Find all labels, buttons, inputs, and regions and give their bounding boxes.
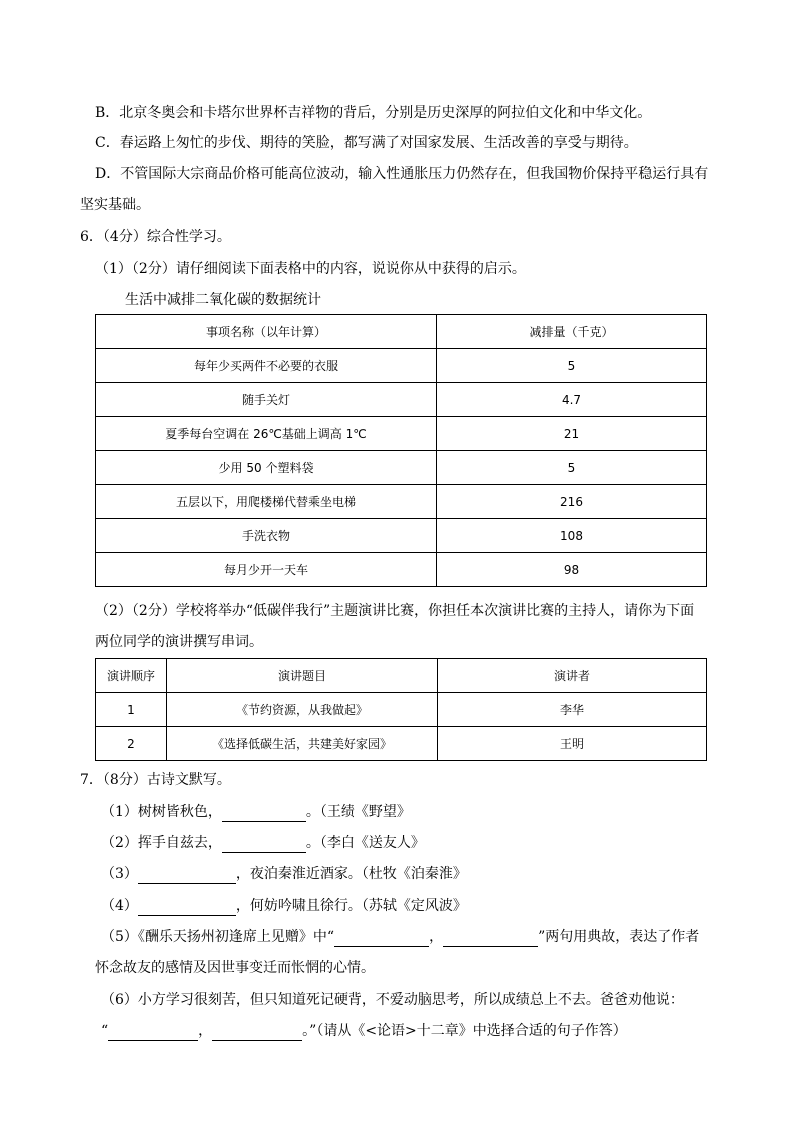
q7-item-1-pre: （1）树树皆秋色， xyxy=(101,804,222,820)
table-header-cell: 事项名称（以年计算） xyxy=(96,315,437,349)
table-cell: 五层以下，用爬楼梯代替乘坐电梯 xyxy=(96,485,437,519)
table-header-cell: 演讲顺序 xyxy=(96,659,167,693)
answer-blank[interactable] xyxy=(212,1026,302,1041)
table-cell: 每年少买两件不必要的衣服 xyxy=(96,349,437,383)
q7-item-5-mid: ， xyxy=(429,929,444,945)
table-cell: 98 xyxy=(437,553,707,587)
q6-sub2-line2: 两位同学的演讲撰写串词。 xyxy=(95,634,263,650)
table-header-cell: 减排量（千克） xyxy=(437,315,707,349)
answer-blank[interactable] xyxy=(108,1026,198,1041)
q7-item-3-post: ，夜泊秦淮近酒家。（杜牧《泊秦淮》 xyxy=(235,866,467,882)
q6-sub2-line1: （2）（2分）学校将举办“低碳伴我行”主题演讲比赛，你担任本次演讲比赛的主持人，请你为下面 xyxy=(95,603,695,619)
table-row xyxy=(96,519,707,553)
answer-blank[interactable] xyxy=(222,838,306,853)
answer-blank[interactable] xyxy=(443,932,538,947)
q7-item-4 xyxy=(101,896,467,916)
q7-item-6-post: 。”（请从《<论语>十二章》中选择合适的句子作答） xyxy=(302,1023,627,1039)
option-d-line1: D．不管国际大宗商品价格可能高位波动，输入性通胀压力仍然存在，但我国物价保持平稳运行具有 xyxy=(95,166,709,182)
q7-item-2-pre: （2）挥手自兹去， xyxy=(101,835,222,851)
table-cell: 王明 xyxy=(438,727,707,761)
table-row xyxy=(96,417,707,451)
q7-item-2 xyxy=(101,833,425,853)
q7-item-6-pre: “ xyxy=(101,1023,109,1039)
table-cell: 1 xyxy=(96,693,167,727)
q6-title: 6．（4分）综合性学习。 xyxy=(80,229,231,245)
table-row xyxy=(96,383,707,417)
table-row xyxy=(96,349,707,383)
answer-blank[interactable] xyxy=(334,932,429,947)
q7-item-5-pre: （5）《酬乐天扬州初逢席上见赠》中“ xyxy=(101,929,335,945)
table-cell: 216 xyxy=(437,485,707,519)
table-cell: 5 xyxy=(437,451,707,485)
q7-item-5-line2: 怀念故友的感情及因世事变迁而怅惘的心情。 xyxy=(95,960,375,976)
q7-item-1-post: 。（王绩《野望》 xyxy=(305,804,411,820)
table-row xyxy=(96,693,707,727)
table-row xyxy=(96,451,707,485)
table-cell: 《节约资源，从我做起》 xyxy=(167,693,438,727)
table-row xyxy=(96,485,707,519)
q7-item-4-pre: （4） xyxy=(101,898,138,914)
option-c: C．春运路上匆忙的步伐、期待的笑脸，都写满了对国家发展、生活改善的享受与期待。 xyxy=(95,135,638,151)
q7-item-1 xyxy=(101,802,411,822)
table-header-row xyxy=(96,315,707,349)
table-header-cell: 演讲者 xyxy=(438,659,707,693)
co2-reduction-table xyxy=(95,314,707,587)
table-cell: 随手关灯 xyxy=(96,383,437,417)
q7-title: 7．（8分）古诗文默写。 xyxy=(80,772,231,788)
q7-item-4-post: ，何妨吟啸且徐行。（苏轼《定风波》 xyxy=(235,898,467,914)
q7-item-3-pre: （3） xyxy=(101,866,138,882)
q7-item-3 xyxy=(101,864,467,884)
table-cell: 手洗衣物 xyxy=(96,519,437,553)
table-cell: 108 xyxy=(437,519,707,553)
q7-item-6-line1: （6）小方学习很刻苦，但只知道死记硬背，不爱动脑思考，所以成绩总上不去。爸爸劝他说： xyxy=(101,992,684,1008)
table-cell: 少用 50 个塑料袋 xyxy=(96,451,437,485)
table-cell: 《选择低碳生活，共建美好家园》 xyxy=(167,727,438,761)
table-header-cell: 演讲题目 xyxy=(167,659,438,693)
option-d-line2: 坚实基础。 xyxy=(80,197,150,213)
table-cell: 夏季每台空调在 26℃基础上调高 1℃ xyxy=(96,417,437,451)
q6-sub1: （1）（2分）请仔细阅读下面表格中的内容，说说你从中获得的启示。 xyxy=(95,261,526,277)
answer-blank[interactable] xyxy=(138,901,236,916)
table-cell: 每月少开一天车 xyxy=(96,553,437,587)
q7-item-2-post: 。（李白《送友人》 xyxy=(305,835,425,851)
answer-blank[interactable] xyxy=(138,869,236,884)
table-cell: 21 xyxy=(437,417,707,451)
table-cell: 李华 xyxy=(438,693,707,727)
q7-item-6-line2 xyxy=(101,1021,627,1041)
table1-caption: 生活中减排二氧化碳的数据统计 xyxy=(125,292,321,308)
table-cell: 4.7 xyxy=(437,383,707,417)
table-cell: 5 xyxy=(437,349,707,383)
table-cell: 2 xyxy=(96,727,167,761)
q7-item-6-mid: ， xyxy=(198,1023,213,1039)
answer-blank[interactable] xyxy=(222,807,306,822)
q7-item-5-line1 xyxy=(101,927,699,947)
table-row xyxy=(96,727,707,761)
table-row xyxy=(96,553,707,587)
q7-item-5-post: ”两句用典故，表达了作者 xyxy=(538,929,700,945)
speech-order-table xyxy=(95,658,707,761)
option-b: B．北京冬奥会和卡塔尔世界杯吉祥物的背后，分别是历史深厚的阿拉伯文化和中华文化。 xyxy=(95,105,652,121)
table-header-row xyxy=(96,659,707,693)
